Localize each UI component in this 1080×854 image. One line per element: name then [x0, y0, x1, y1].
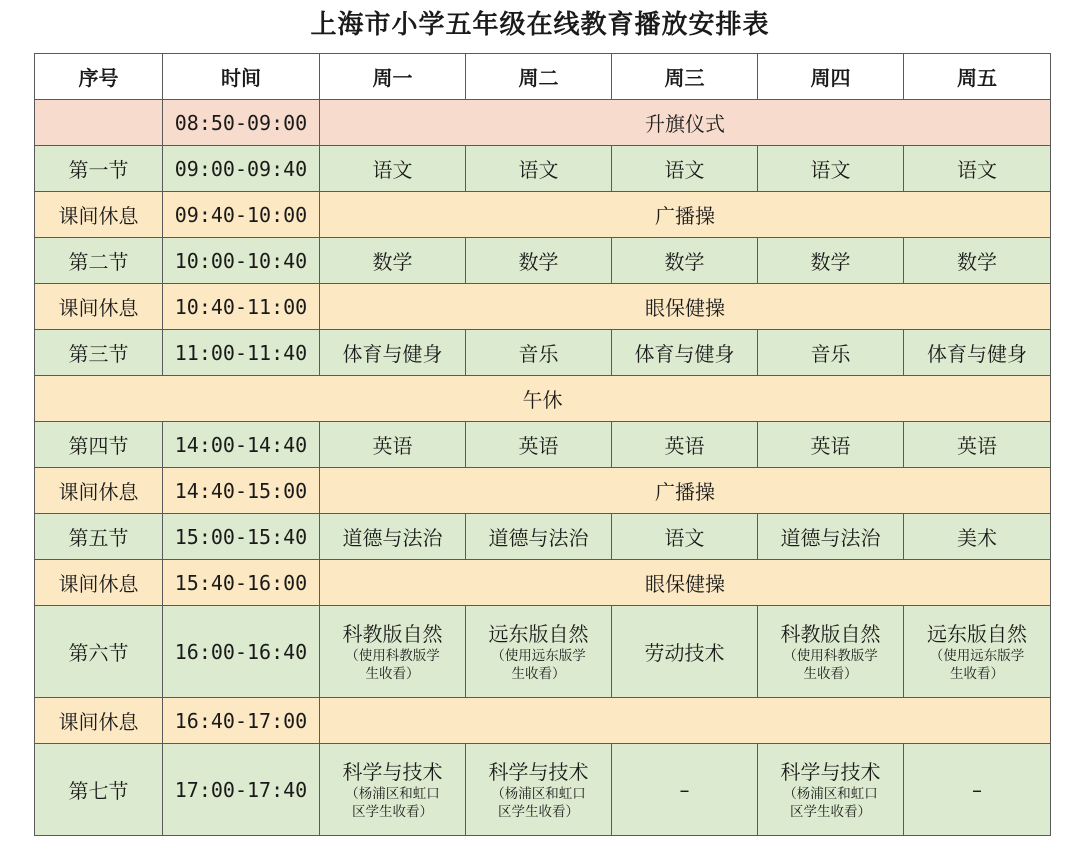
subject-name: 语文 — [664, 526, 705, 550]
time-cell: 14:00-14:40 — [163, 422, 320, 468]
subject-name: 体育与健身 — [634, 342, 735, 366]
lesson-cell-tue — [466, 514, 612, 560]
lesson-cell-fri — [904, 146, 1051, 192]
subject-name: 体育与健身 — [342, 342, 443, 366]
header-cell-tue: 周二 — [466, 54, 612, 100]
period-label: 第五节 — [35, 514, 163, 560]
time-cell: 16:40-17:00 — [163, 698, 320, 744]
page-title: 上海市小学五年级在线教育播放安排表 — [310, 10, 770, 40]
lesson-cell-fri — [904, 606, 1051, 698]
subject-name: 远东版自然 — [488, 621, 589, 646]
subject-name: 英语 — [664, 434, 705, 458]
period-label: 第六节 — [35, 606, 163, 698]
subject-name: 科学与技术 — [780, 759, 881, 784]
subject-name: 语文 — [664, 158, 705, 182]
lesson-cell-fri — [904, 238, 1051, 284]
lesson-cell-mon — [320, 744, 466, 836]
subject-name: 体育与健身 — [927, 342, 1027, 366]
subject-name: 美术 — [957, 526, 997, 550]
subject-name: 数学 — [664, 250, 705, 274]
lesson-cell-mon — [320, 146, 466, 192]
time-cell: 15:40-16:00 — [163, 560, 320, 606]
subject-name: 科学与技术 — [342, 759, 443, 784]
lesson-cell-thu — [758, 514, 904, 560]
lesson-cell-fri — [904, 744, 1051, 836]
audience-note: （使用远东版学生收看） — [929, 647, 1025, 682]
subject-name: 英语 — [957, 434, 997, 458]
period-label: 课间休息 — [35, 560, 163, 606]
lesson-cell-wed — [612, 514, 758, 560]
time-cell: 09:00-09:40 — [163, 146, 320, 192]
subject-name: 语文 — [957, 158, 997, 182]
schedule-row — [35, 284, 1051, 330]
audience-note: （使用科教版学生收看） — [345, 647, 440, 682]
lesson-cell-thu — [758, 330, 904, 376]
period-label: 课间休息 — [35, 284, 163, 330]
lesson-cell-tue — [466, 606, 612, 698]
header-row — [35, 54, 1051, 100]
activity-cell — [320, 698, 1051, 744]
time-cell: 10:00-10:40 — [163, 238, 320, 284]
audience-note: （杨浦区和虹口区学生收看） — [783, 785, 878, 820]
time-cell: 08:50-09:00 — [163, 100, 320, 146]
subject-name: 科学与技术 — [488, 759, 589, 784]
lesson-cell-fri — [904, 422, 1051, 468]
subject-name: 语文 — [372, 158, 413, 182]
time-cell: 14:40-15:00 — [163, 468, 320, 514]
subject-name: 英语 — [810, 434, 851, 458]
time-cell: 11:00-11:40 — [163, 330, 320, 376]
activity-cell: 广播操 — [320, 192, 1051, 238]
subject-name: 数学 — [518, 250, 559, 274]
schedule-row — [35, 100, 1051, 146]
audience-note: （杨浦区和虹口区学生收看） — [345, 785, 440, 820]
subject-name: 远东版自然 — [927, 621, 1027, 646]
header-cell-fri: 周五 — [904, 54, 1051, 100]
lesson-cell-wed — [612, 330, 758, 376]
subject-name: 英语 — [518, 434, 559, 458]
lesson-cell-tue — [466, 744, 612, 836]
subject-name: 语文 — [810, 158, 851, 182]
subject-name: 科教版自然 — [780, 621, 881, 646]
no-class-dash: – — [972, 777, 982, 802]
lesson-cell-wed — [612, 238, 758, 284]
schedule-row — [35, 698, 1051, 744]
header-cell-thu: 周四 — [758, 54, 904, 100]
audience-note: （杨浦区和虹口区学生收看） — [491, 785, 586, 820]
schedule-row — [35, 192, 1051, 238]
lesson-cell-fri — [904, 514, 1051, 560]
activity-cell: 广播操 — [320, 468, 1051, 514]
period-label: 第三节 — [35, 330, 163, 376]
subject-name: 音乐 — [518, 342, 559, 366]
subject-name: 道德与法治 — [342, 526, 443, 550]
header-cell-mon: 周一 — [320, 54, 466, 100]
schedule-row — [35, 330, 1051, 376]
lesson-cell-mon — [320, 514, 466, 560]
lesson-cell-thu — [758, 422, 904, 468]
audience-note: （使用科教版学生收看） — [783, 647, 878, 682]
period-label: 课间休息 — [35, 698, 163, 744]
schedule-row — [35, 606, 1051, 698]
period-label: 课间休息 — [35, 192, 163, 238]
lesson-cell-mon — [320, 606, 466, 698]
activity-cell: 升旗仪式 — [320, 100, 1051, 146]
activity-cell: 眼保健操 — [320, 560, 1051, 606]
schedule-row — [35, 376, 1051, 422]
period-label: 第七节 — [35, 744, 163, 836]
period-label: 课间休息 — [35, 468, 163, 514]
lesson-cell-mon — [320, 422, 466, 468]
period-label: 第一节 — [35, 146, 163, 192]
time-cell: 10:40-11:00 — [163, 284, 320, 330]
lesson-cell-wed — [612, 744, 758, 836]
schedule-row — [35, 146, 1051, 192]
time-cell: 09:40-10:00 — [163, 192, 320, 238]
period-label: 第二节 — [35, 238, 163, 284]
subject-name: 数学 — [810, 250, 851, 274]
subject-name: 语文 — [518, 158, 559, 182]
lesson-cell-thu — [758, 606, 904, 698]
subject-name: 数学 — [372, 250, 413, 274]
lesson-cell-thu — [758, 238, 904, 284]
lesson-cell-tue — [466, 330, 612, 376]
subject-name: 道德与法治 — [780, 526, 881, 550]
lesson-cell-fri — [904, 330, 1051, 376]
subject-name: 音乐 — [810, 342, 851, 366]
lesson-cell-mon — [320, 330, 466, 376]
lesson-cell-wed — [612, 422, 758, 468]
schedule-row — [35, 514, 1051, 560]
schedule-row — [35, 744, 1051, 836]
schedule-row — [35, 468, 1051, 514]
period-label — [35, 100, 163, 146]
lesson-cell-wed — [612, 606, 758, 698]
lesson-cell-tue — [466, 238, 612, 284]
audience-note: （使用远东版学生收看） — [491, 647, 586, 682]
lesson-cell-thu — [758, 744, 904, 836]
lesson-cell-tue — [466, 422, 612, 468]
header-cell-time: 时间 — [163, 54, 320, 100]
subject-name: 英语 — [372, 434, 413, 458]
schedule-row — [35, 422, 1051, 468]
subject-name: 数学 — [957, 250, 997, 274]
subject-name: 科教版自然 — [342, 621, 443, 646]
lesson-cell-mon — [320, 238, 466, 284]
time-cell: 16:00-16:40 — [163, 606, 320, 698]
subject-name: 道德与法治 — [488, 526, 589, 550]
period-label: 第四节 — [35, 422, 163, 468]
schedule-row — [35, 560, 1051, 606]
header-cell-wed: 周三 — [612, 54, 758, 100]
schedule-table — [34, 53, 1051, 836]
lesson-cell-wed — [612, 146, 758, 192]
time-cell: 17:00-17:40 — [163, 744, 320, 836]
lesson-cell-thu — [758, 146, 904, 192]
header-cell-index: 序号 — [35, 54, 163, 100]
lunch-break-cell: 午休 — [35, 376, 1051, 422]
schedule-row — [35, 238, 1051, 284]
no-class-dash: – — [679, 777, 690, 802]
lesson-cell-tue — [466, 146, 612, 192]
time-cell: 15:00-15:40 — [163, 514, 320, 560]
subject-name: 劳动技术 — [644, 641, 725, 665]
activity-cell: 眼保健操 — [320, 284, 1051, 330]
